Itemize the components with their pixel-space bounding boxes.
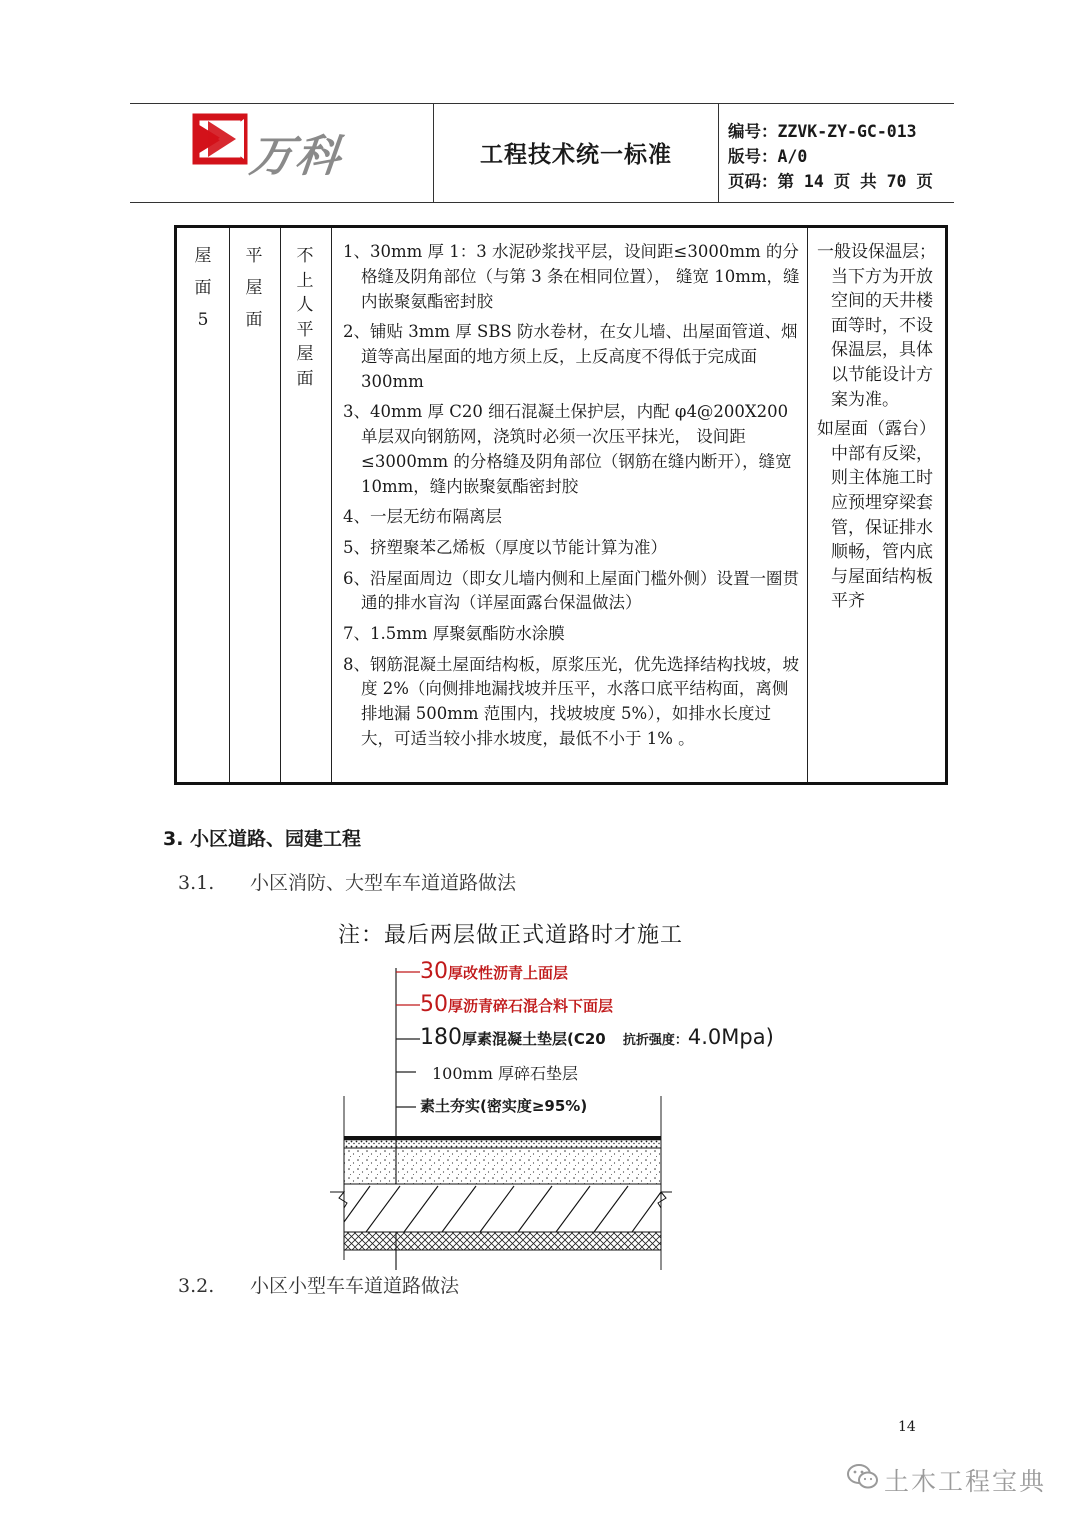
step-item: 3、40mm 厚 C20 细石混凝土保护层，内配 φ4@200X200 单层双向钢筋网，浇筑时必须一次压平抹光， 设间距≤3000mm 的分格缝及阴角部位（钢筋在缝内断开），缝宽 10mm，缝内嵌聚氨酯密封胶 (343, 402, 792, 496)
road-section-drawing (320, 960, 680, 1270)
cell-access: 不 上 人 平 屋 面 (296, 246, 314, 389)
remark-2: 如屋面（露台）中部有反梁，则主体施工时应预埋穿梁套管，保证排水顺畅，管内底与屋面结构板平齐 (817, 419, 936, 612)
section-heading: 3. 小区道路、园建工程 (163, 828, 362, 850)
roof-spec-table (174, 225, 948, 785)
col-divider-1 (229, 228, 230, 782)
construction-steps (343, 240, 803, 758)
layer-label-2: 50厚沥青碎石混合料下面层 (420, 992, 614, 1017)
concrete-layer (344, 1148, 661, 1184)
vanke-logo-icon (192, 113, 248, 165)
doc-version: 版号：A/0 (728, 147, 808, 166)
soil-layer (344, 1232, 661, 1250)
wechat-icon (846, 1462, 880, 1492)
layer-label-3: 180厚素混凝土垫层(C20 抗折强度：4.0Mpa) (420, 1025, 774, 1050)
page-number: 14 (898, 1419, 916, 1435)
logo-wordmark: 万科 (246, 131, 345, 182)
drawing-note: 注：最后两层做正式道路时才施工 (338, 923, 684, 948)
subsection-3-1: 3.1. 小区消防、大型车车道道路做法 (178, 872, 517, 894)
header-bottom-rule (130, 202, 954, 203)
watermark-text: 土木工程宝典 (884, 1467, 1047, 1496)
step-item: 7、1.5mm 厚聚氨酯防水涂膜 (343, 623, 565, 643)
asphalt-bottom-layer (344, 1140, 661, 1148)
remark-1: 一般设保温层；当下方为开放空间的天井楼面等时，不设保温层，具体以节能设计方案为准。 (817, 242, 936, 410)
step-item: 8、钢筋混凝土屋面结构板，原浆压光，优先选择结构找坡，坡度 2%（向侧排地漏找坡并压平，水落口底平结构面，离侧排地漏 500mm 范围内，找坡坡度 5%），如排水长度过大，可适当较小排水坡度，最低不小于 1% 。 (343, 654, 799, 748)
step-item: 4、一层无纺布隔离层 (343, 507, 502, 527)
asphalt-top-layer (344, 1136, 661, 1140)
step-item: 2、铺贴 3mm 厚 SBS 防水卷材，在女儿墙、出屋面管道、烟道等高出屋面的地方须上反，上反高度不得低于完成面 300mm (343, 322, 798, 391)
step-item: 5、挤塑聚苯乙烯板（厚度以节能计算为准） (343, 537, 667, 557)
cell-category: 屋 面 5 (194, 246, 212, 330)
gravel-layer (344, 1184, 661, 1232)
layer-label-5: 素土夯实(密实度≥95%) (420, 1097, 588, 1115)
step-item: 6、沿屋面周边（即女儿墙内侧和上屋面门槛外侧）设置一圈贯通的排水盲沟（详屋面露台保温做法） (343, 568, 799, 613)
doc-page-info: 页码：第 14 页 共 70 页 (728, 172, 933, 191)
col-divider-4 (807, 228, 808, 782)
subsection-3-2: 3.2. 小区小型车车道道路做法 (178, 1275, 460, 1297)
col-divider-3 (331, 228, 332, 782)
step-item: 1、30mm 厚 1：3 水泥砂浆找平层，设间距≤3000mm 的分格缝及阴角部位（与第 3 条在相同位置）， 缝宽 10mm，缝内嵌聚氨酯密封胶 (343, 242, 800, 311)
layer-label-4: 100mm 厚碎石垫层 (432, 1064, 578, 1083)
remarks-cell (817, 240, 939, 619)
document-title: 工程技术统一标准 (480, 142, 672, 168)
header-divider-2 (718, 104, 719, 202)
header-top-rule (130, 103, 954, 104)
col-divider-2 (280, 228, 281, 782)
cell-roof-type: 平 屋 面 (245, 246, 263, 330)
doc-code: 编号：ZZVK-ZY-GC-013 (728, 122, 917, 141)
layer-label-1: 30厚改性沥青上面层 (420, 959, 569, 984)
